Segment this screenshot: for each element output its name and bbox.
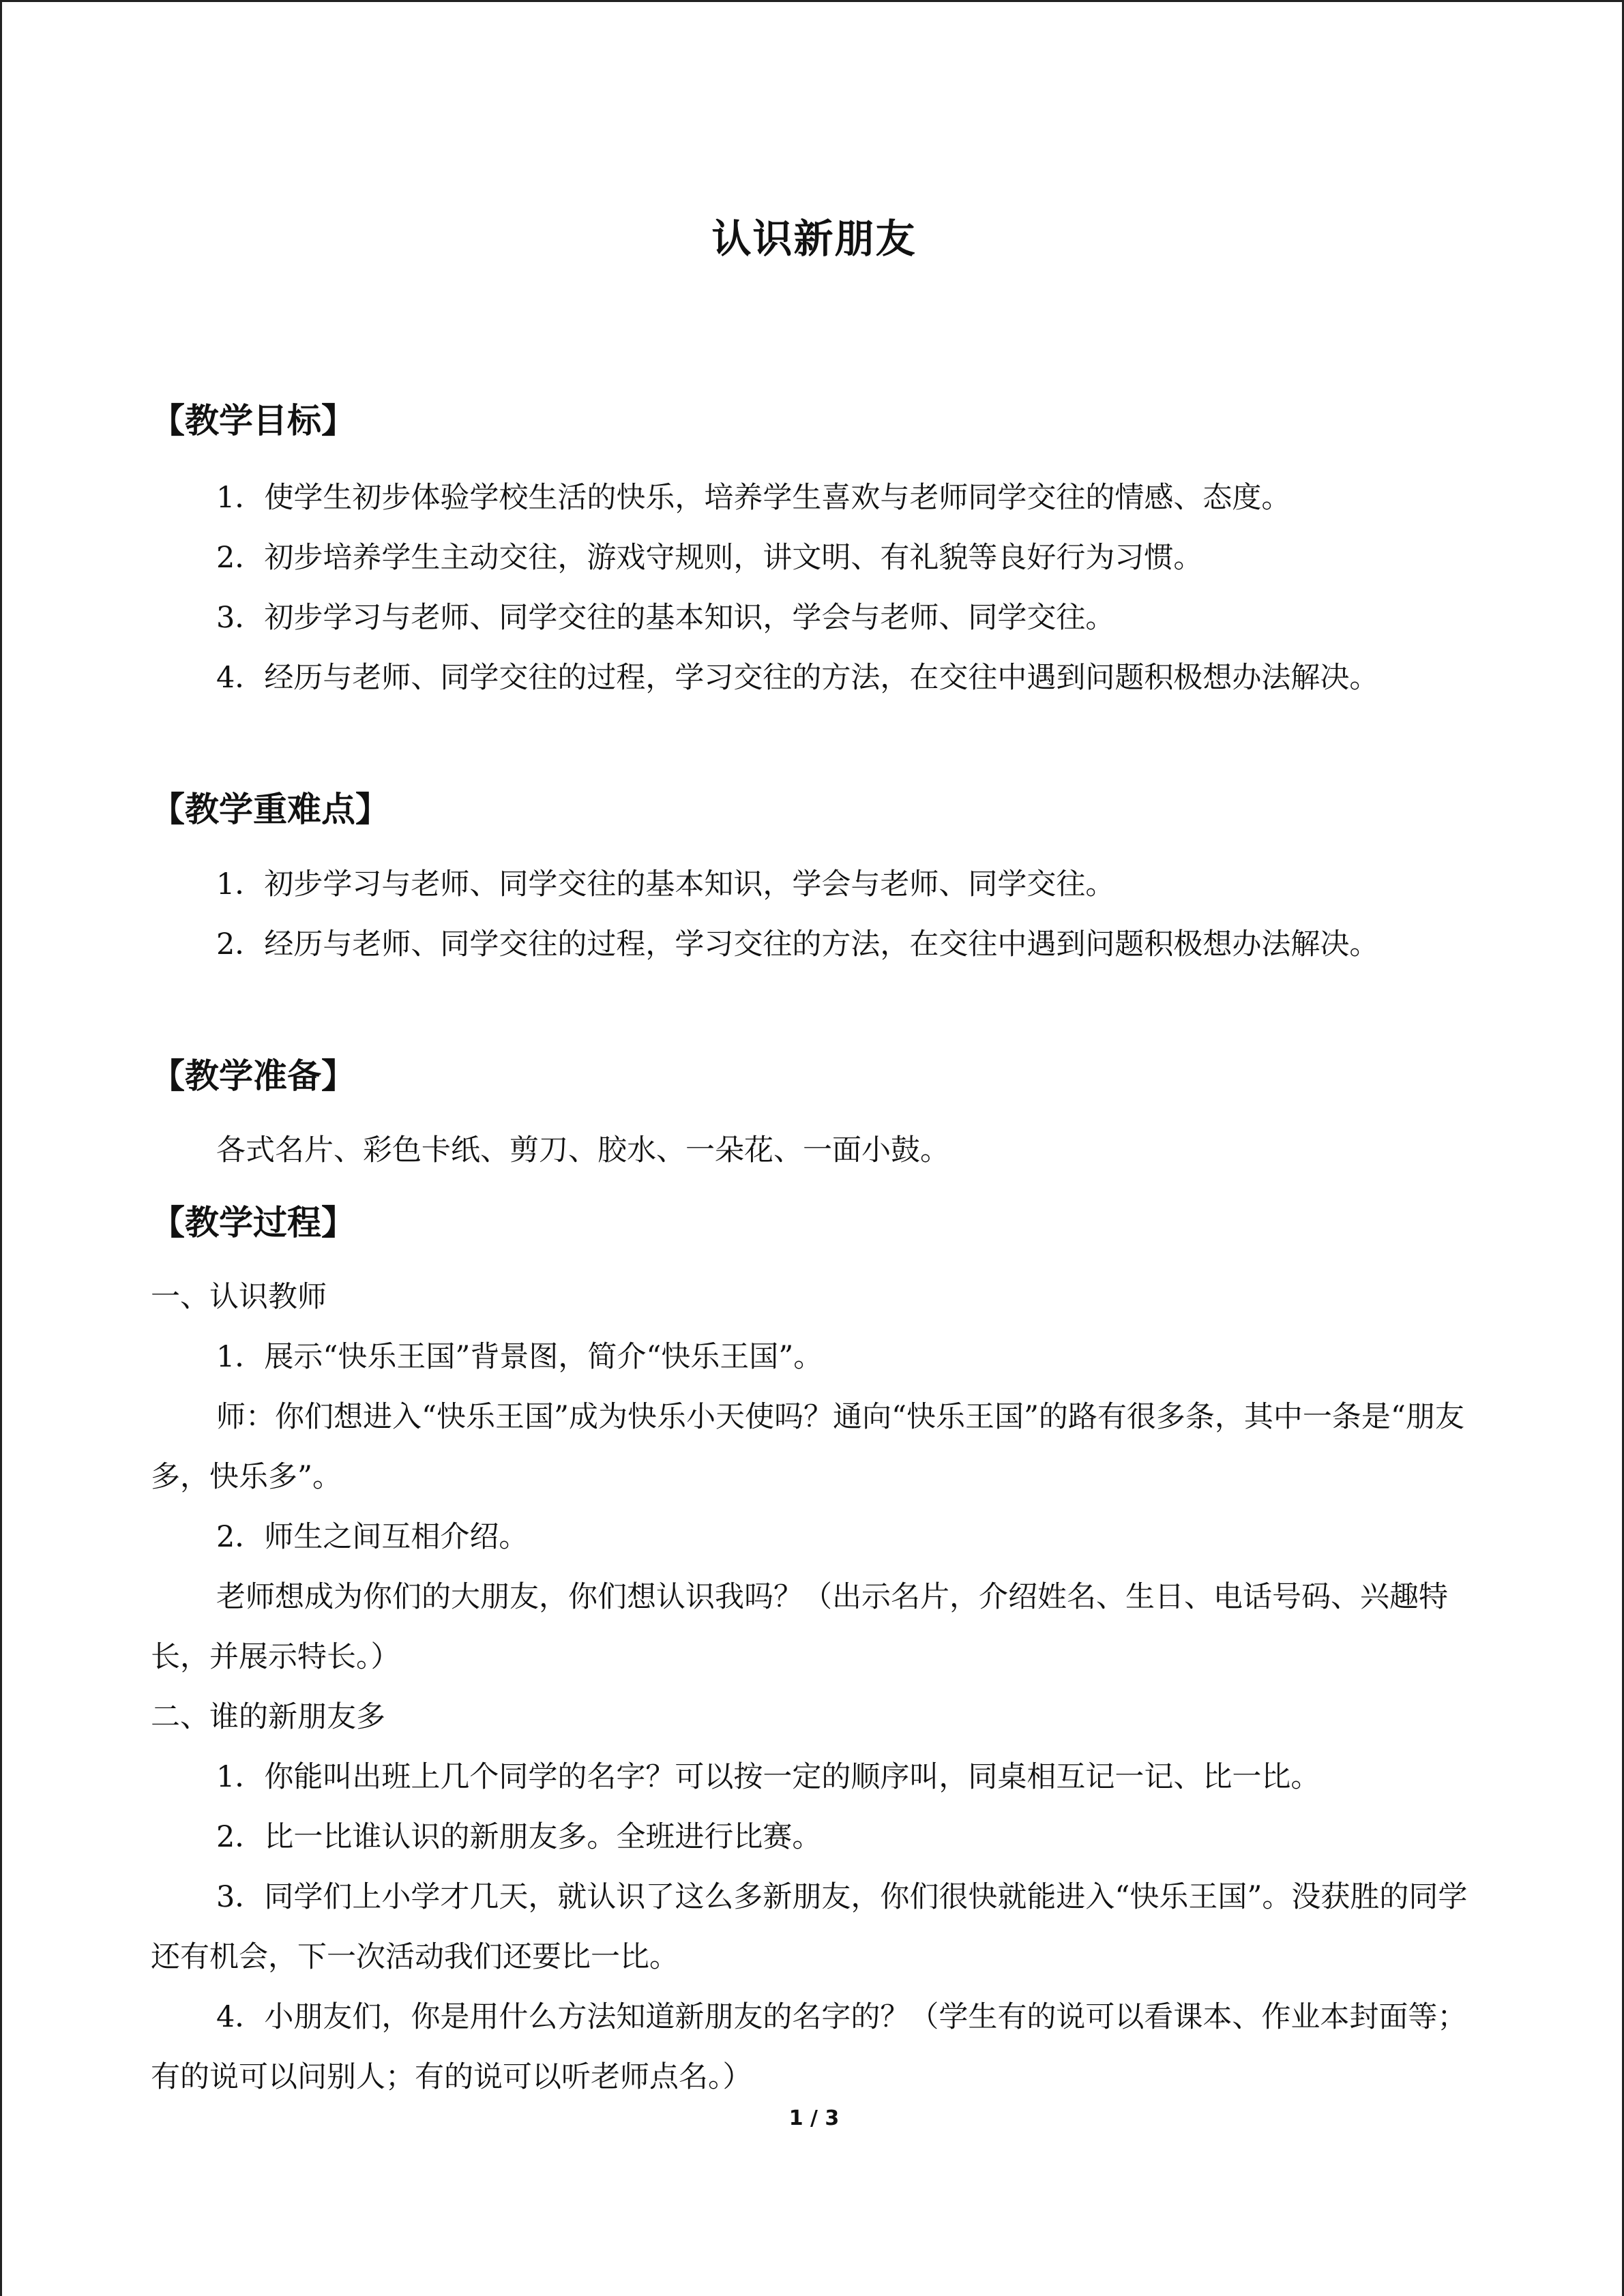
goal-item-4: 4．经历与老师、同学交往的过程，学习交往的方法，在交往中遇到问题积极想办法解决。	[216, 661, 1379, 695]
section-heading-key-points: 【教学重难点】	[151, 790, 389, 829]
process-part2-item-2: 2．比一比谁认识的新朋友多。全班进行比赛。	[216, 1820, 822, 1854]
key-point-item-1: 1．初步学习与老师、同学交往的基本知识，学会与老师、同学交往。	[216, 867, 1115, 901]
section-heading-process: 【教学过程】	[151, 1203, 355, 1242]
goal-item-2: 2．初步培养学生主动交往，游戏守规则，讲文明、有礼貌等良好行为习惯。	[216, 541, 1203, 575]
process-part1-title: 一、认识教师	[151, 1280, 327, 1314]
process-part1-item-4: 老师想成为你们的大朋友，你们想认识我吗？（出示名片，介绍姓名、生日、电话号码、兴趣特长，并展示特长。）	[151, 1580, 1448, 1674]
section-heading-goals: 【教学目标】	[151, 401, 355, 441]
process-part2-item-4: 4．小朋友们，你是用什么方法知道新朋友的名字的？（学生有的说可以看课本、作业本封面等；有的说可以问别人；有的说可以听老师点名。）	[151, 2000, 1467, 2094]
page-indicator: 1 / 3	[788, 2106, 840, 2130]
goal-item-3: 3．初步学习与老师、同学交往的基本知识，学会与老师、同学交往。	[216, 601, 1115, 635]
process-part2-item-3: 3．同学们上小学才几天，就认识了这么多新朋友，你们很快就能进入“快乐王国”。没获胜的同学还有机会，下一次活动我们还要比一比。	[151, 1880, 1468, 1974]
section-heading-preparation: 【教学准备】	[151, 1056, 355, 1096]
preparation-text: 各式名片、彩色卡纸、剪刀、胶水、一朵花、一面小鼓。	[216, 1133, 949, 1167]
process-part1-item-3: 2．师生之间互相介绍。	[216, 1520, 529, 1554]
process-part1-item-2: 师：你们想进入“快乐王国”成为快乐小天使吗？通向“快乐王国”的路有很多条，其中一条是“朋友多，快乐多”。	[151, 1400, 1464, 1494]
process-part1-item-1: 1．展示“快乐王国”背景图，简介“快乐王国”。	[216, 1340, 823, 1374]
document-title: 认识新朋友	[711, 215, 917, 262]
key-point-item-2: 2．经历与老师、同学交往的过程，学习交往的方法，在交往中遇到问题积极想办法解决。	[216, 927, 1379, 961]
goal-item-1: 1．使学生初步体验学校生活的快乐，培养学生喜欢与老师同学交往的情感、态度。	[216, 481, 1291, 515]
process-part2-title: 二、谁的新朋友多	[151, 1700, 385, 1734]
process-part2-item-1: 1．你能叫出班上几个同学的名字？可以按一定的顺序叫，同桌相互记一记、比一比。	[216, 1760, 1320, 1794]
